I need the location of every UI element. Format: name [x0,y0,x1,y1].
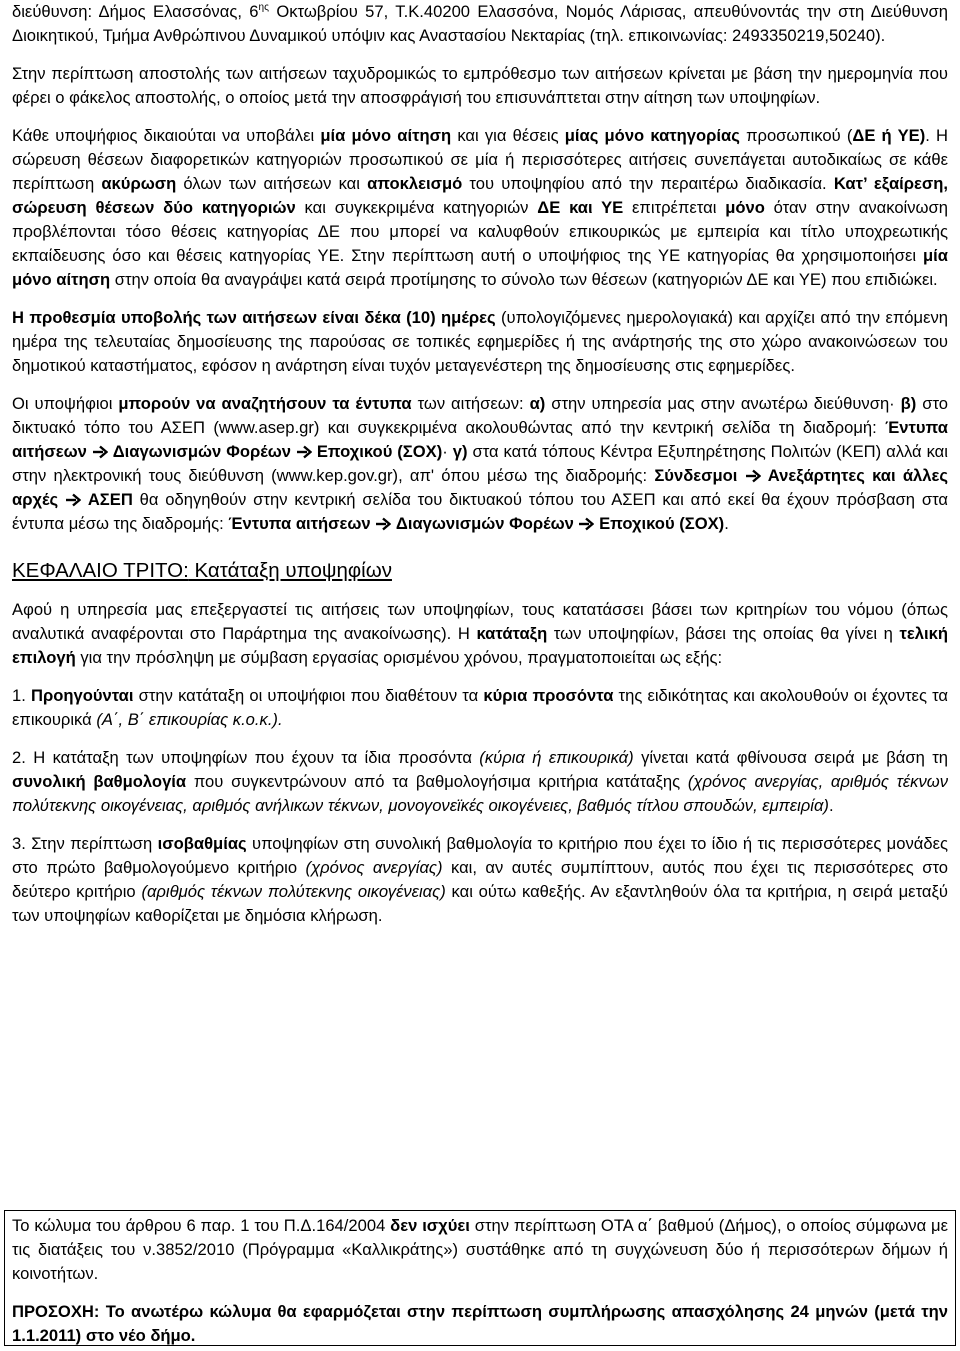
attention-paragraph [12,1300,948,1348]
paragraph-single-application [12,124,948,292]
text: στην κατάταξη οι υποψήφιοι που διαθέτουν τα [133,686,484,705]
text: Οι υποψήφιοι [12,394,119,413]
bold-text: μίας μόνο κατηγορίας [564,126,740,145]
bold-text: μπορούν να αναζητήσουν τα έντυπα [118,394,412,413]
text: στα κατά τόπους Κέντρα Εξυπηρέτησης Πολιτών (ΚΕΠ) αλλά και στην ηλεκτρονική τους διεύθυνση (www.kep.gov.gr), απ' όπου μέσω της διαδρομής: [12,442,948,485]
italic-text: (χρόνος ανεργίας) [305,858,443,877]
bold-text: μία μόνο αίτηση [320,126,452,145]
text: όταν στην ανακοίνωση προβλέπονται τόσο θέσεις κατηγορίας ΔΕ που μπορεί να καλυφθούν επικουρικώς με εμπειρία και τίτλο υποχρεωτικής εκπαίδευσης όσο και θέσεις κατηγορίας ΥΕ. Στην περίπτωση αυτή ο υποψήφιος της ΥΕ κατηγορίας θα χρησιμοποιήσει [12,198,948,265]
bold-text: ακύρωση [101,174,177,193]
text: Κάθε υποψήφιος δικαιούται να υποβάλει [12,126,321,145]
text: και, αν αυτές συμπίπτουν, αυτός που έχει τις περισσότερες στο δεύτερο κριτήριο [12,858,949,901]
paragraph-postal: Στην περίπτωση αποστολής των αιτήσεων ταχυδρομικώς το εμπρόθεσμο των αιτήσεων κρίνεται με βάση την ημερομηνία που φέρει ο φάκελος αποστολής, ο οποίος μετά την αποσφράγισή του επισυνάπτεται στην αίτηση των υποψηφίων. [12,64,948,107]
bold-text: Έντυπα αιτήσεων [228,514,371,533]
bold-text: κύρια προσόντα [483,686,614,705]
text: και ούτω καθεξής. Αν εξαντληθούν όλα τα κριτήρια, η σειρά μεταξύ των υποψηφίων καθορίζεται με δημόσια κλήρωση. [12,882,948,925]
bold-text: Διαγωνισμών Φορέων [395,514,574,533]
bold-text: ΔΕ και ΥΕ [537,198,624,217]
bold-text: δεν ισχύει [390,1216,470,1235]
text: στην υπηρεσία μας στην ανωτέρω διεύθυνση· [545,394,901,413]
paragraph-ranking-intro [12,598,948,670]
text: που συγκεντρώνουν από τα βαθμολογήσιμα κριτήρια κατάταξης [186,772,688,791]
bold-text: τελική επιλογή [12,624,948,667]
notice-paragraph [12,1214,948,1286]
text: 3. Στην περίπτωση [12,834,158,853]
text: Το κώλυμα του άρθρου 6 παρ. 1 του Π.Δ.164/2004 [12,1216,391,1235]
bold-text: Προηγούνται [30,686,134,705]
text: του υποψηφίου από την περαιτέρω διαδικασία. [462,174,834,193]
paragraph-forms [12,392,948,536]
italic-text: (Α΄, Β΄ επικουρίας κ.ο.κ.). [96,710,283,729]
italic-text: (αριθμός τέκνων πολύτεκνης οικογένειας) [141,882,446,901]
superscript: ης [258,2,269,13]
bold-text: α) [529,394,546,413]
bold-text: ΠΡΟΣΟΧΗ: Το ανωτέρω κώλυμα θα εφαρμόζεται στην περίπτωση συμπλήρωσης απασχόλησης 24 μηνών (μετά την 1.1.2011) στο νέο δήμο. [12,1302,948,1345]
paragraph-deadline [12,306,948,378]
text: · [442,442,453,461]
text: προσωπικού ( [739,126,853,145]
list-item-1 [12,684,948,732]
text: . Η σώρευση θέσεων διαφορετικών κατηγοριών προσωπικού σε μία ή περισσότερες αιτήσεις συνεπάγεται αυτοδικαίως σε κάθε περίπτωση [12,126,949,193]
text: στην οποία θα αναγράψει κατά σειρά προτίμησης το σύνολο των θέσεων (κατηγοριών ΔΕ και ΥΕ) που επιδιώκει. [110,270,938,289]
heading-label: ΚΕΦΑΛΑΙΟ ΤΡΙΤΟ: [12,559,189,582]
list-item-2 [12,746,948,818]
text: όλων των αιτήσεων και [176,174,368,193]
right-arrow-icon [745,469,761,483]
chapter-heading [12,558,948,584]
italic-text: (κύρια ή επικουρικά) [479,748,634,767]
bold-text: Εποχικού (ΣΟΧ) [599,514,725,533]
text: και συγκεκριμένα κατηγοριών [295,198,538,217]
bold-text: Ανεξάρτητες και άλλες αρχές [12,466,948,509]
italic-text: (χρόνος ανεργίας, αριθμός τέκνων πολύτεκνης οικογένειας, αριθμός ανήλικων τέκνων, μονογονεϊκές οικογένειες, βαθμός τίτλου σπουδών, εμπειρία) [12,772,948,815]
right-arrow-icon [375,517,391,531]
text: στην περίπτωση ΟΤΑ α΄ βαθμού (Δήμος), ο οποίος σύμφωνα με τις διατάξεις του ν.3852/2010 (Πρόγραμμα «Καλλικράτης») συστάθηκε από τη συγχώνευση δύο ή περισσότερων δήμων ή κοινοτήτων. [12,1216,948,1283]
text: γίνεται κατά φθίνουσα σειρά με βάση τη [633,748,949,767]
text: 2. Η κατάταξη των υποψηφίων που έχουν τα ίδια προσόντα [12,748,480,767]
text: 1. [12,686,31,705]
text: (υπολογιζόμενες ημερολογιακά) και αρχίζει από την επόμενη ημέρα της τελευταίας δημοσίευσης της παρούσας σε τοπικές εφημερίδες ή της ανάρτησής της στο χώρο ανακοινώσεων του δημοτικού καταστήματος, εφόσον η ανάρτηση είναι τυχόν μεταγενέστερη της δημοσίευσης στις εφημερίδες. [12,308,948,375]
bold-text: ισοβαθμίας [157,834,247,853]
bold-text: κατάταξη [476,624,548,643]
bold-text: Κατ’ εξαίρεση, σώρευση θέσεων δύο κατηγοριών [12,174,948,217]
text: . [724,514,729,533]
right-arrow-icon [296,445,312,459]
text: διεύθυνση: Δήμος Ελασσόνας, 6 [12,2,259,21]
list-item-3 [12,832,948,928]
text: υποψηφίων στη συνολική βαθμολογία το κριτήριο που έχει το ίδιο ή τις περισσότερες μονάδες στο πρώτο βαθμολογούμενο κριτήριο [12,834,948,877]
text: θα οδηγηθούν στην κεντρική σελίδα του δικτυακού τόπου του ΑΣΕΠ και από εκεί θα έχουν πρόσβαση στα έντυπα μέσω της διαδρομής: [12,490,948,533]
right-arrow-icon [92,445,108,459]
bold-text: γ) [452,442,468,461]
bold-text: β) [900,394,917,413]
text: για την πρόσληψη με σύμβαση εργασίας ορισμένου χρόνου, πραγματοποιείται ως εξής: [75,648,723,667]
bold-text: Η προθεσμία υποβολής των αιτήσεων είναι δέκα (10) ημέρες [12,308,496,327]
text: και για θέσεις [451,126,565,145]
notice-box [4,1210,956,1346]
text: των αιτήσεων: [411,394,530,413]
text: των υποψηφίων, βάσει της οποίας θα γίνει η [547,624,900,643]
paragraph-address [12,0,948,48]
bold-text: Διαγωνισμών Φορέων [112,442,291,461]
bold-text: μία μόνο αίτηση [12,246,948,289]
text: στο δικτυακό τόπο του ΑΣΕΠ (www.asep.gr) και συγκεκριμένα ακολουθώντας από την κεντρική σελίδα τη διαδρομή: [12,394,948,437]
text: Οκτωβρίου 57, Τ.Κ.40200 Ελασσόνα, Νομός Λάρισας, απευθύνοντάς την στη Διεύθυνση Διοικητικού, Τμήμα Ανθρώπινου Δυναμικού υπόψιν κας Αναστασίου Νεκταρίας (τηλ. επικοινωνίας: 2493350219,50240). [12,2,948,45]
text: επιτρέπεται [623,198,726,217]
right-arrow-icon [65,493,81,507]
text: της ειδικότητας και ακολουθούν οι έχοντες τα επικουρικά [12,686,948,729]
bold-text: μόνο [725,198,765,217]
bold-text: Σύνδεσμοι [654,466,738,485]
bold-text: Εποχικού (ΣΟΧ) [316,442,443,461]
bold-text: ΑΣΕΠ [87,490,133,509]
right-arrow-icon [578,517,594,531]
heading-title: Κατάταξη υποψηφίων [188,559,392,582]
bold-text: Έντυπα αιτήσεων [12,418,948,461]
text: Αφού η υπηρεσία μας επεξεργαστεί τις αιτήσεις των υποψηφίων, τους κατατάσσει βάσει των κριτηρίων του νόμου (όπως αναλυτικά αναφέρονται στο Παράρτημα της ανακοίνωσης). Η [12,600,948,643]
bold-text: συνολική βαθμολογία [12,772,187,791]
bold-text: αποκλεισμό [367,174,463,193]
text: . [828,796,834,815]
bold-text: ΔΕ ή ΥΕ) [852,126,926,145]
